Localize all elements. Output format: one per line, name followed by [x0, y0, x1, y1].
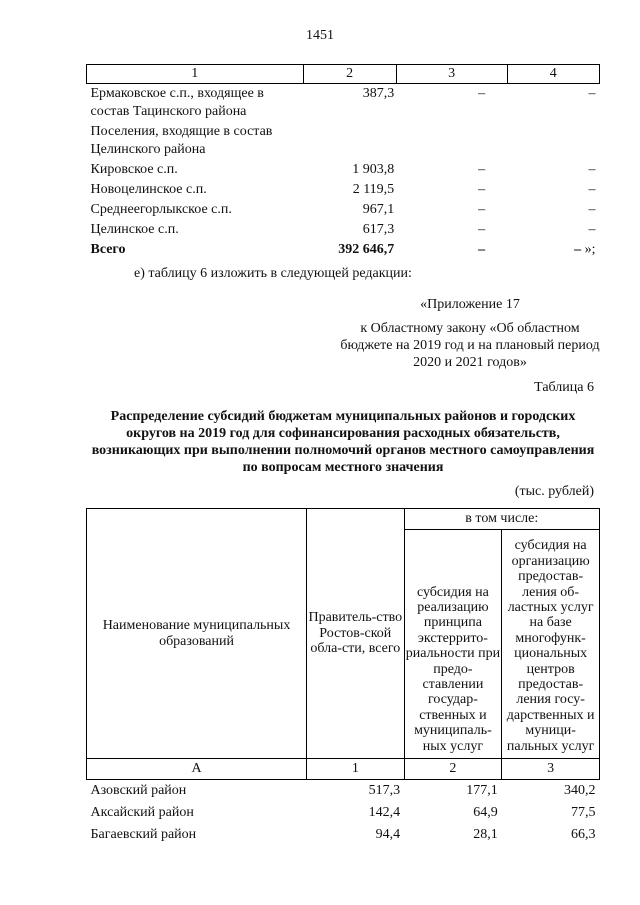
table-row — [87, 220, 600, 240]
table-row — [87, 180, 600, 200]
table-row — [87, 200, 600, 220]
row-value-3: – — [478, 222, 486, 237]
table-row — [87, 160, 600, 180]
table-row — [87, 84, 600, 123]
col-header-subsidy-1: субсидия на реализацию принципа экстеррито-риальности при предо-ставлении государ-ственных и муниципаль-ных услуг — [404, 530, 502, 759]
units-label: (тыс. рублей) — [514, 484, 594, 499]
row-name: Целинское с.п. — [90, 222, 179, 237]
col-header-1: 1 — [87, 65, 304, 84]
subsidy-table — [86, 508, 600, 846]
row-value-2: 1 903,8 — [352, 162, 395, 177]
annex-body: к Областному закону «Об областном бюджете на 2019 год и на плановый период 2020 и 2021 годов» — [340, 321, 600, 370]
row-subsidy-1: 177,1 — [466, 783, 498, 798]
index-a: А — [87, 759, 307, 780]
row-total: 517,3 — [368, 783, 401, 798]
row-name: Аксайский район — [90, 805, 194, 820]
table-header-row — [87, 65, 600, 84]
table-row — [87, 780, 600, 803]
index-3: 3 — [502, 759, 600, 780]
row-subsidy-1: 64,9 — [473, 805, 498, 820]
table-row — [87, 824, 600, 846]
row-value-3 — [396, 122, 507, 160]
total-value-2: 392 646,7 — [338, 242, 395, 257]
amendment-text: е) таблицу 6 изложить в следующей редакции: — [134, 266, 412, 281]
row-subsidy-2: 66,3 — [571, 827, 596, 842]
total-value-4 — [507, 240, 599, 260]
table-header-row — [87, 509, 600, 530]
row-value-3: – — [478, 162, 486, 177]
row-name: Поселения, входящие в состав Целинского района — [90, 124, 273, 157]
row-value-4: – — [588, 202, 596, 217]
row-total: 94,4 — [375, 827, 401, 842]
row-value-3: – — [478, 86, 486, 101]
col-header-2: 2 — [303, 65, 396, 84]
table-heading: Распределение субсидий бюджетам муниципальных районов и городских округов на 2019 год для софинансирования расходных обязательств, возникающих при выполнении полномочий органов местного самоуправления по вопросам местного значения — [91, 409, 595, 475]
col-header-4: 4 — [507, 65, 599, 84]
col-header-including: в том числе: — [404, 509, 599, 530]
row-name: Среднеегорлыкское с.п. — [90, 202, 232, 217]
col-header-total: Правитель-ство Ростов-ской обла-сти, всего — [307, 509, 405, 759]
row-name: Багаевский район — [90, 827, 197, 842]
row-value-2 — [303, 122, 396, 160]
row-value-3: – — [478, 182, 486, 197]
row-value-4: – — [588, 222, 596, 237]
col-header-subsidy-2: субсидия на организацию предостав-ления об-ластных услуг на базе многофунк-циональных центров предостав-ления госу-дарственных и муници-пальных услуг — [502, 530, 600, 759]
row-name: Кировское с.п. — [90, 162, 178, 177]
total-value-3: – — [478, 242, 486, 257]
page-number: 1451 — [306, 28, 334, 43]
row-name: Азовский район — [90, 783, 187, 798]
row-subsidy-1: 28,1 — [473, 827, 498, 842]
row-value-4: – — [588, 162, 596, 177]
table-row — [87, 802, 600, 824]
row-subsidy-2: 77,5 — [571, 805, 596, 820]
total-row — [87, 240, 600, 260]
row-name: Ермаковское с.п., входящее в состав Тацинского района — [90, 86, 264, 119]
annex-title: «Приложение 17 — [420, 297, 520, 312]
total-value-4-text: – — [574, 242, 582, 257]
row-value-2: 2 119,5 — [352, 182, 395, 197]
table-row — [87, 122, 600, 160]
table-label: Таблица 6 — [534, 380, 594, 395]
closing-quote: »; — [581, 242, 596, 257]
index-2: 2 — [404, 759, 502, 780]
total-label: Всего — [90, 242, 126, 257]
row-value-2: 617,3 — [362, 222, 395, 237]
row-value-4: – — [588, 182, 596, 197]
row-value-4 — [507, 122, 599, 160]
col-header-3: 3 — [396, 65, 507, 84]
row-value-2: 387,3 — [362, 86, 395, 101]
row-value-4: – — [588, 86, 596, 101]
row-total: 142,4 — [368, 805, 401, 820]
col-header-name: Наименование муниципальных образований — [87, 509, 307, 759]
row-value-3: – — [478, 202, 486, 217]
row-value-2: 967,1 — [362, 202, 395, 217]
row-name: Новоцелинское с.п. — [90, 182, 207, 197]
continuation-table — [86, 64, 600, 260]
table-index-row — [87, 759, 600, 780]
row-subsidy-2: 340,2 — [564, 783, 596, 798]
index-1: 1 — [307, 759, 405, 780]
